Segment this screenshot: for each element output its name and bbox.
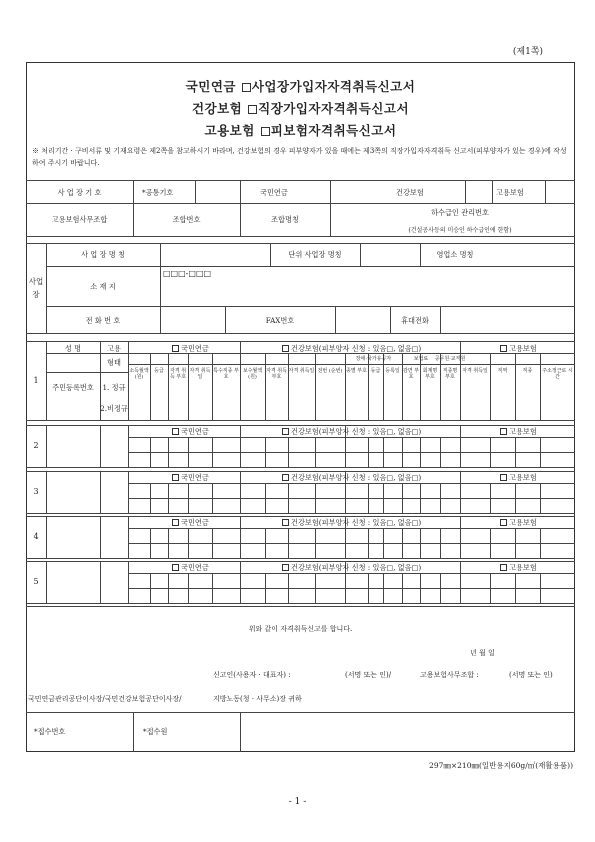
checkbox[interactable]: [172, 428, 179, 435]
mobile-label: 휴대전화: [401, 316, 429, 325]
ei-label: 고용보험: [496, 188, 524, 197]
row1-hi: 건강보험(피부양자 신청 : 있음□, 없음□): [282, 344, 421, 354]
form-number: (제1쪽): [512, 47, 543, 57]
row-insurance-check: 고용보험: [500, 563, 537, 573]
unit-name-label: 단위 사업장 명칭: [288, 250, 342, 259]
addressee: 국민연금관리공단이사장/국민건강보험공단이사장/: [28, 695, 182, 703]
column-header: 자격 취득 부호: [266, 368, 287, 380]
biz-symbol-label: 사 업 장 기 호: [57, 188, 102, 197]
checkbox[interactable]: [500, 519, 507, 526]
np-label: 국민연금: [260, 188, 288, 197]
row-number: 1: [33, 376, 39, 385]
title-line-1: 국민연금 사업장가입자자격취득신고서: [185, 79, 416, 94]
civil-head: 보험료: [413, 356, 429, 362]
sign-2[interactable]: (서명 또는 인): [509, 671, 553, 679]
checkbox[interactable]: [282, 345, 289, 352]
column-header: 등급: [154, 368, 164, 374]
subcontractor-note: (건설공사등의 미승인 하수급인에 한함): [408, 227, 512, 234]
row-number: 5: [33, 577, 39, 586]
column-header: 자격 취득일: [189, 368, 211, 380]
checkbox[interactable]: [172, 474, 179, 481]
row-insurance-check: 국민연금: [172, 563, 209, 573]
employ-label: 고용: [107, 344, 121, 353]
union-no-label: 조합번호: [172, 215, 201, 224]
checkbox[interactable]: [282, 474, 289, 481]
row-number: 2: [33, 441, 39, 450]
employ-type-label: 형태: [107, 358, 121, 367]
branch-name-label: 영업소 명칭: [436, 250, 474, 259]
column-header: 자격 취득일: [288, 368, 315, 374]
checkbox[interactable]: [282, 564, 289, 571]
checkbox[interactable]: [500, 474, 507, 481]
reduce-head: 장애·국가유공자: [355, 356, 392, 362]
title-line-2: 건강보험 직장가입자자격취득신고서: [191, 101, 410, 116]
row-number: 4: [33, 532, 39, 541]
page-number: - 1 -: [288, 797, 307, 807]
checkbox[interactable]: [282, 519, 289, 526]
union-title-label: 조합명칭: [271, 215, 299, 224]
paper-spec: 297㎜×210㎜(일반용지60g/㎡(재활용품)): [429, 761, 573, 770]
declaration: 위와 같이 자격취득신고를 합니다.: [248, 625, 353, 633]
row-insurance-check: 고용보험: [500, 427, 537, 437]
row1-ei: 고용보험: [500, 344, 537, 354]
hi-label: 건강보험: [396, 188, 424, 197]
instruction-note: ※ 처리기간 · 구비서류 및 기재요령은 제2쪽을 참고하시기 바라며, 건강보험의 경우 피부양자가 있을 때에는 제3쪽의 직장가입자자격취득 신고서(피부양자가 있는 경우)에 작성하여 주시기 바랍니다.: [32, 147, 567, 167]
fax-label: FAX번호: [265, 316, 295, 325]
column-header: 자격 취득일: [462, 368, 488, 374]
regular-label: 1. 정규: [102, 383, 126, 392]
name-label: 성 명: [64, 344, 82, 353]
column-header: 직종명 부호: [442, 368, 458, 380]
subcontractor-label: 하수급인 관리번호: [431, 208, 489, 217]
checkbox[interactable]: [282, 428, 289, 435]
row-insurance-check: 건강보험(피부양자 신청 : 있음□, 없음□): [282, 427, 421, 437]
title-line-3: 고용보험 피보험자격취득신고서: [204, 123, 397, 138]
biz-name-label: 사 업 장 명 칭: [81, 250, 125, 259]
biz-side-label: 사업장: [28, 277, 44, 299]
checkbox[interactable]: [500, 428, 507, 435]
checkbox[interactable]: [172, 519, 179, 526]
addressee-2: 지방노동(청 · 사무소)장 귀하: [213, 695, 302, 703]
row-insurance-check: 건강보험(피부양자 신청 : 있음□, 없음□): [282, 473, 421, 483]
row1-np: 국민연금: [172, 344, 209, 354]
row-insurance-check: 건강보험(피부양자 신청 : 있음□, 없음□): [282, 518, 421, 528]
checkbox[interactable]: [500, 564, 507, 571]
sign-1[interactable]: (서명 또는 인)/: [345, 671, 392, 679]
post-head: 공무원·교직원: [434, 356, 466, 362]
union-name-label: 고용보험사무조합: [51, 215, 108, 224]
checkbox[interactable]: [172, 564, 179, 571]
row-insurance-check: 고용보험: [500, 518, 537, 528]
phone-label: 전 화 번 호: [85, 316, 121, 325]
receiver-label: *접수원: [143, 727, 168, 736]
column-header: 종별 부호: [346, 368, 367, 374]
row-number: 3: [33, 487, 39, 496]
row-insurance-check: 국민연금: [172, 473, 209, 483]
column-header: 보수월액 (원): [242, 368, 263, 380]
checkbox[interactable]: [500, 345, 507, 352]
column-header: 직종: [522, 368, 533, 374]
address-label: 소 재 지: [90, 282, 116, 291]
common-code-label: *공통기호: [142, 188, 174, 197]
column-header: 전번 (순번): [317, 368, 343, 374]
column-header: 감면 부호: [402, 368, 420, 380]
column-header: 주소정근로 시간: [542, 368, 573, 380]
rrn-label: 주민등록번호: [52, 383, 94, 392]
reporter-label: 신고인(사용자 · 대표자) :: [213, 671, 291, 679]
column-header: 자격 취득 부호: [169, 368, 187, 380]
union-rep-label: 고용보험사무조합 :: [420, 671, 479, 679]
column-header: 특수직종 부호: [213, 368, 239, 380]
column-header: 등록일: [385, 368, 400, 374]
checkbox[interactable]: [172, 345, 179, 352]
column-header: 소득월액 (원): [129, 368, 149, 380]
row-insurance-check: 건강보험(피부양자 신청 : 있음□, 없음□): [282, 563, 421, 573]
column-header: 직역: [497, 368, 508, 374]
row-insurance-check: 고용보험: [500, 473, 537, 483]
postal-code[interactable]: □□□-□□□: [163, 269, 212, 278]
row-insurance-check: 국민연금: [172, 427, 209, 437]
irregular-label: 2.비정규: [100, 404, 128, 413]
column-header: 회계명 부호: [422, 368, 438, 380]
row-insurance-check: 국민연금: [172, 518, 209, 528]
column-header: 등급: [370, 368, 381, 374]
receipt-no-label: *접수번호: [34, 727, 66, 736]
date-line: 년 월 일: [470, 649, 495, 657]
